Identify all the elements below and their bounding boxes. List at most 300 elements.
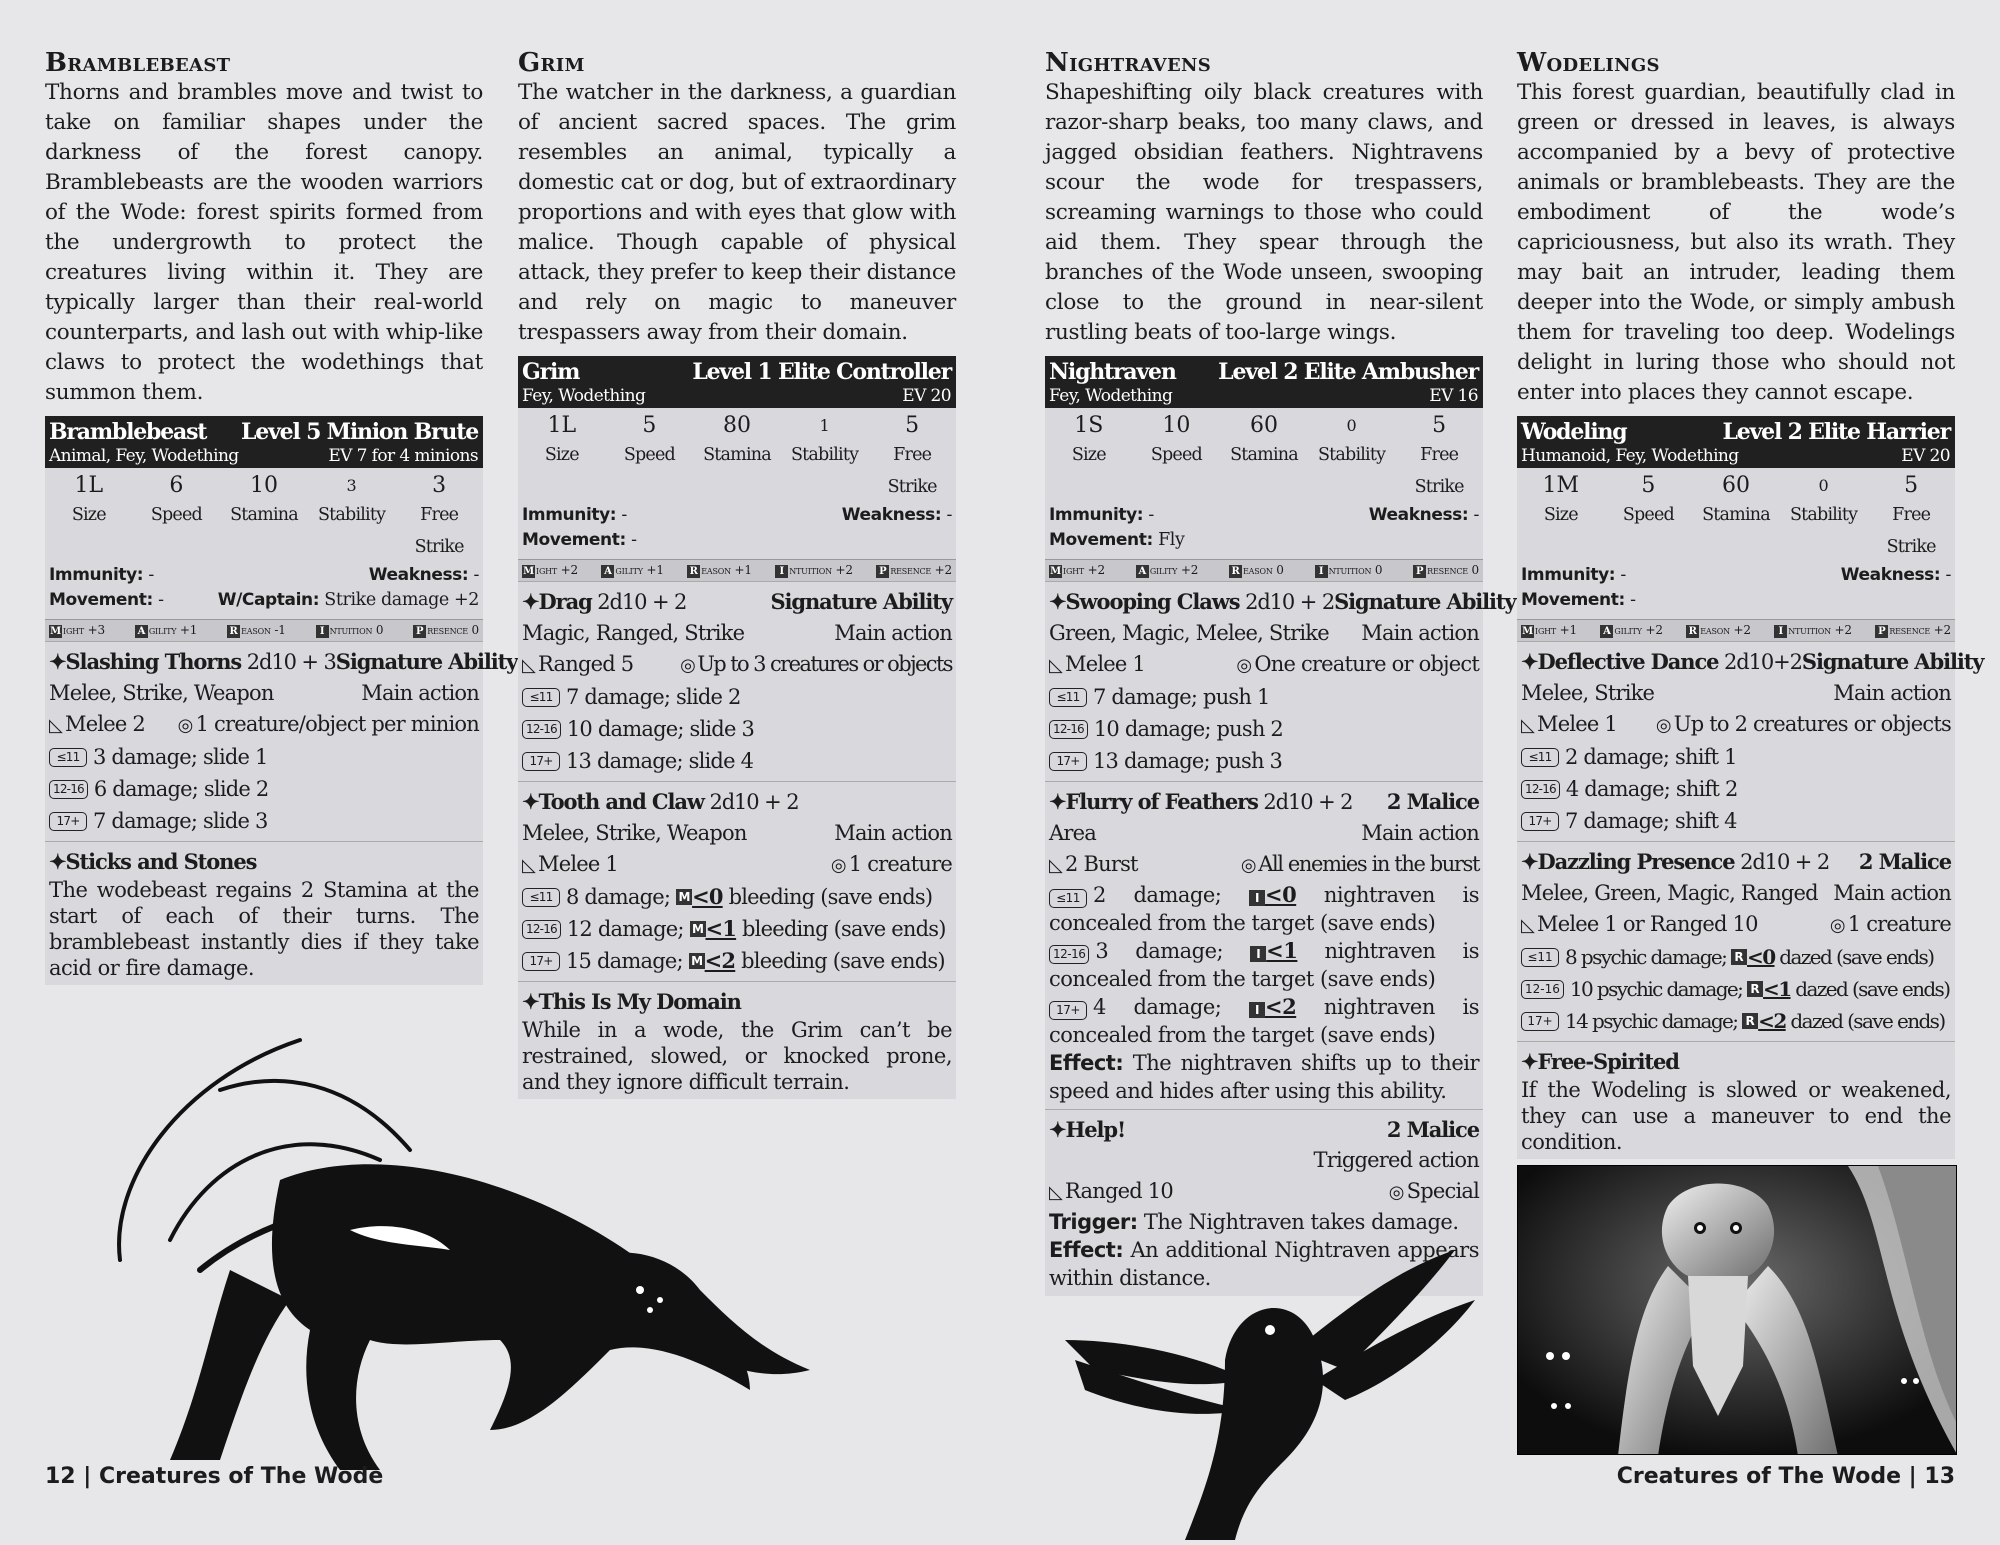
tier-condition: <2 (1758, 1009, 1786, 1033)
stability-label: Stability (790, 445, 859, 465)
stability-value: 0 (1818, 476, 1829, 495)
stability-label: Stability (1789, 505, 1858, 525)
tier-condition: <0 (1264, 882, 1297, 907)
size-label: Size (1543, 505, 1578, 525)
ability-name: ✦Deflective Dance (1521, 649, 1719, 674)
stat-block-header (45, 416, 483, 468)
tier-3-icon: 17+ (1521, 1012, 1559, 1031)
creature-keywords: Humanoid, Fey, Wodething (1521, 446, 1739, 466)
presence-stat (1413, 563, 1479, 578)
movement-row (518, 528, 956, 553)
intuition-icon: I (316, 625, 329, 638)
agility-value: gility +2 (1614, 623, 1663, 637)
ability-deflective-dance (1517, 641, 1984, 841)
intuition-icon: I (775, 565, 788, 578)
ability-distance: Melee 1 or Ranged 10 (1537, 912, 1758, 936)
section-title: Grim (518, 48, 585, 78)
section-intro: Thorns and brambles move and twist to take on familiar shapes under the darkness of the forest canopy. Bramblebeasts are the wooden warriors of the Wode: forest spirits formed from the undergrowth to protect the creatures living within it. They are typically larger than their real-world counterparts, and lash out with whip-like claws to protect the wodethings that summon them. (45, 80, 483, 405)
presence-icon: P (1875, 625, 1888, 638)
ability-action: Main action (1833, 881, 1951, 905)
reason-icon: R (227, 625, 240, 638)
characteristics-row (1045, 559, 1483, 581)
tier-2-icon: 12-16 (522, 720, 561, 739)
immunity-row (45, 563, 483, 588)
tier-effect: dazed (save ends) (1790, 1009, 1945, 1033)
reason-stat (227, 623, 286, 638)
stamina-label: Stamina (1230, 445, 1298, 465)
ability-distance: Ranged 5 (538, 652, 634, 676)
tier-text: 6 damage; slide 2 (93, 777, 269, 801)
section-title: Bramblebeast (45, 48, 231, 78)
reason-stat (1229, 563, 1284, 578)
tier-1-icon: ≤11 (1049, 688, 1087, 707)
tier-2-icon: 12-16 (1521, 780, 1560, 799)
trait-name: ✦Free-Spirited (1521, 1049, 1679, 1074)
tier-text: 7 damage; slide 3 (93, 809, 268, 833)
ability-action: Main action (1833, 681, 1951, 705)
target-icon: ◎ (1240, 855, 1256, 876)
trait-text: While in a wode, the Grim can’t be restrained, slowed, or knocked prone, and they ignore difficult terrain. (522, 1018, 952, 1094)
ability-name: ✦Help! (1049, 1117, 1126, 1142)
characteristics-row (518, 559, 956, 581)
intuition-stat (316, 623, 384, 638)
ability-type: Signature Ability (335, 649, 518, 674)
ability-target: Up to 2 creatures or objects (1673, 712, 1951, 736)
stamina-label: Stamina (230, 505, 298, 525)
stat-block (518, 356, 956, 1099)
ability-roll: 2d10 + 2 (597, 590, 687, 614)
tier-3 (1049, 993, 1479, 1049)
movement-label: Movement: (1049, 530, 1153, 550)
tier-text: 7 damage; push 1 (1093, 685, 1270, 709)
section-title: Nightravens (1045, 48, 1212, 78)
ability-distance: Melee 2 (65, 712, 145, 736)
intuition-icon: I (1250, 946, 1266, 962)
bramblebeast-illustration (50, 1010, 850, 1490)
reason-icon: R (1229, 565, 1242, 578)
tier-2 (522, 913, 952, 945)
speed-value: 6 (169, 473, 184, 498)
distance-icon: ◺ (1521, 915, 1535, 936)
movement-row (1045, 528, 1483, 553)
creature-keywords: Fey, Wodething (1049, 386, 1173, 406)
speed-value: 5 (1641, 473, 1656, 498)
tier-text: 7 damage; slide 2 (566, 685, 741, 709)
weakness-value: - (946, 505, 952, 525)
tier-3-icon: 17+ (1049, 1001, 1087, 1020)
ability-drag (518, 581, 956, 781)
might-stat (1049, 563, 1105, 578)
stat-block-header (518, 356, 956, 408)
tier-text: 12 damage; (566, 917, 684, 941)
immunity-label: Immunity: (49, 565, 144, 585)
size-value: 1L (547, 413, 577, 438)
movement-label: Movement: (522, 530, 626, 550)
might-stat (522, 563, 578, 578)
tier-3 (522, 745, 952, 777)
ability-roll: 2d10 + 3 (246, 650, 336, 674)
presence-stat (413, 623, 479, 638)
weakness-value: - (1473, 505, 1479, 525)
ability-target: One creature or object (1254, 652, 1479, 676)
might-value: ight +2 (536, 563, 578, 577)
ability-action: Triggered action (1313, 1148, 1479, 1172)
weakness-value: - (1945, 565, 1951, 585)
intuition-stat (1774, 623, 1852, 638)
nightraven-illustration (1055, 1240, 1495, 1540)
tier-text: 13 damage; push 3 (1093, 749, 1283, 773)
tier-text: 13 damage; slide 4 (566, 749, 754, 773)
immunity-label: Immunity: (1049, 505, 1144, 525)
movement-label: Movement: (49, 590, 153, 610)
effect-text: An additional Nightraven appears within distance. (1049, 1238, 1479, 1290)
tier-2 (1049, 713, 1479, 745)
tier-text: 8 psychic damage; (1565, 945, 1727, 969)
free-strike-value: 5 (905, 413, 920, 438)
effect-text: The nightraven shifts up to their speed and hides after using this ability. (1049, 1051, 1479, 1103)
target-icon: ◎ (177, 715, 193, 736)
distance-icon: ◺ (49, 715, 63, 736)
ability-roll: 2d10 + 2 (709, 790, 799, 814)
tier-2-icon: 12-16 (49, 780, 88, 799)
target-icon: ◎ (680, 655, 695, 676)
creature-name: Nightraven (1049, 359, 1176, 385)
speed-value: 10 (1162, 413, 1191, 438)
weakness-label: Weakness: (1368, 505, 1469, 525)
stamina-value: 60 (1721, 473, 1750, 498)
ability-keywords: Melee, Strike (1521, 681, 1655, 705)
tier-text: 3 damage; (1095, 939, 1224, 963)
size-value: 1M (1542, 473, 1580, 498)
stat-row (518, 408, 956, 503)
speed-label: Speed (1622, 505, 1674, 525)
distance-icon: ◺ (1049, 855, 1063, 876)
tier-text: 4 damage; shift 2 (1565, 777, 1738, 801)
tier-3-icon: 17+ (1049, 752, 1087, 771)
ability-distance: Melee 1 (538, 852, 618, 876)
speed-label: Speed (623, 445, 675, 465)
tier-1 (522, 881, 952, 913)
size-label: Size (71, 505, 106, 525)
tier-1-icon: ≤11 (522, 888, 560, 907)
agility-stat (601, 563, 663, 578)
movement-label: Movement: (1521, 590, 1625, 610)
presence-icon: P (876, 565, 889, 578)
tier-1 (1049, 681, 1479, 713)
tier-text: 2 damage; shift 1 (1565, 745, 1737, 769)
stat-block (45, 416, 518, 985)
intuition-icon: I (1249, 890, 1265, 906)
ability-roll: 2d10 + 2 (1740, 850, 1830, 874)
free-strike-label: Free Strike (887, 445, 937, 497)
left-page-footer: 12 | Creatures of The Wode (45, 1464, 384, 1489)
stamina-label: Stamina (1702, 505, 1770, 525)
tier-condition: <0 (1747, 945, 1775, 969)
agility-icon: A (135, 625, 148, 638)
agility-icon: A (1136, 565, 1149, 578)
ability-dazzling-presence (1517, 841, 1955, 1041)
intuition-value: ntuition +2 (1788, 623, 1852, 637)
creature-name: Wodeling (1521, 419, 1627, 445)
effect-label: Effect: (1049, 1238, 1124, 1262)
tier-2-icon: 12-16 (522, 920, 561, 939)
tier-text: 2 damage; (1093, 883, 1222, 907)
might-icon: M (1522, 626, 1533, 637)
distance-icon: ◺ (1049, 655, 1063, 676)
target-icon: ◎ (830, 855, 846, 876)
immunity-value: - (1148, 505, 1154, 525)
tier-condition: <1 (1266, 938, 1298, 963)
trait-text: If the Wodeling is slowed or weakened, they can use a maneuver to end the condition. (1521, 1078, 1951, 1154)
ability-distance: Melee 1 (1065, 652, 1145, 676)
ability-roll: 2d10 + 2 (1245, 590, 1335, 614)
reason-value: eason +1 (701, 563, 752, 577)
immunity-row (1517, 563, 1955, 588)
section-intro: Shapeshifting oily black creatures with razor-sharp beaks, too many claws, and jagged obsidian feathers. Nightravens scour the wode for trespassers, screaming warnings to those who could aid them. They spear through the branches of the Wode unseen, swooping close to the ground in near-silent rustling beats of too-large wings. (1045, 80, 1483, 345)
reason-icon: R (1747, 981, 1763, 997)
encounter-value: EV 20 (1901, 446, 1950, 466)
tier-text: 10 damage; push 2 (1093, 717, 1283, 741)
ability-effect (1049, 1049, 1479, 1105)
distance-icon: ◺ (522, 855, 536, 876)
distance-icon: ◺ (1521, 715, 1535, 736)
stability-label: Stability (317, 505, 386, 525)
tier-condition: <2 (704, 948, 736, 973)
free-strike-label: Free Strike (414, 505, 464, 557)
size-label: Size (544, 445, 579, 465)
immunity-value: - (1620, 565, 1626, 585)
intuition-stat (1315, 563, 1383, 578)
effect-label: Effect: (1049, 1051, 1124, 1075)
ability-target: 1 creature/object per minion (195, 712, 479, 736)
stamina-value: 10 (249, 473, 278, 498)
reason-stat (687, 563, 752, 578)
stability-value: 0 (1346, 416, 1357, 435)
reason-stat (1686, 623, 1751, 638)
encounter-value: EV 16 (1429, 386, 1478, 406)
ability-keywords: Area (1049, 821, 1096, 845)
stability-value: 1 (819, 416, 830, 435)
ability-action: Main action (361, 681, 479, 705)
section-intro: The watcher in the darkness, a guardian of ancient sacred spaces. The grim resembles an animal, typically a domestic cat or dog, but of extraordinary proportions and with eyes that glow with malice. Though capable of physical attack, they prefer to keep their distance and rely on magic to maneuver trespassers away from their domain. (518, 80, 956, 345)
tier-effect: nightraven is concealed from the target (save ends) (1049, 939, 1479, 991)
tier-2 (522, 713, 952, 745)
agility-icon: A (601, 565, 614, 578)
target-icon: ◎ (1388, 1182, 1404, 1203)
tier-effect: bleeding (save ends) (742, 917, 946, 941)
immunity-row (518, 503, 956, 528)
ability-name: ✦Flurry of Feathers (1049, 789, 1258, 814)
ability-keywords: Melee, Strike, Weapon (49, 681, 274, 705)
immunity-value: - (621, 505, 627, 525)
might-icon: M (1050, 566, 1061, 577)
ability-action: Main action (1361, 821, 1479, 845)
stat-row (45, 468, 483, 563)
target-icon: ◎ (1236, 655, 1252, 676)
might-icon: M (690, 921, 706, 937)
immunity-label: Immunity: (522, 505, 617, 525)
creature-keywords: Fey, Wodething (522, 386, 646, 406)
ability-target: Up to 3 creatures or objects (697, 652, 952, 676)
ability-name: ✦Dazzling Presence (1521, 849, 1735, 874)
tier-1 (49, 741, 479, 773)
ability-type: Signature Ability (1334, 589, 1516, 614)
characteristics-row (1517, 619, 1955, 641)
tier-1-icon: ≤11 (1049, 889, 1087, 908)
tier-2-icon: 12-16 (1049, 945, 1089, 964)
trait-name: ✦Sticks and Stones (49, 849, 257, 874)
tier-2 (49, 773, 479, 805)
nightravens-column (1045, 48, 1516, 1296)
creature-rank: Level 1 Elite Controller (692, 359, 951, 385)
tier-3 (49, 805, 479, 837)
stability-value: 3 (346, 476, 357, 495)
ability-keywords: Green, Magic, Melee, Strike (1049, 621, 1329, 645)
tier-text: 15 damage; (566, 949, 683, 973)
tier-1 (1521, 941, 1951, 973)
ability-distance: 2 Burst (1065, 852, 1138, 876)
tier-3 (522, 945, 952, 977)
creature-name: Bramblebeast (49, 419, 207, 445)
trigger-text: The Nightraven takes damage. (1143, 1210, 1459, 1234)
ability-trigger (1049, 1208, 1479, 1236)
ability-action: Main action (1361, 621, 1479, 645)
tier-1 (1521, 741, 1951, 773)
tier-condition: <0 (692, 884, 723, 909)
reason-icon: R (687, 565, 700, 578)
tier-3-icon: 17+ (522, 752, 560, 771)
ability-type: Signature Ability (1801, 649, 1984, 674)
tier-1-icon: ≤11 (1521, 748, 1559, 767)
movement-value: - (158, 590, 164, 610)
free-strike-label: Free Strike (1414, 445, 1464, 497)
distance-icon: ◺ (522, 655, 536, 676)
presence-icon: P (1413, 565, 1426, 578)
might-icon: M (523, 566, 534, 577)
stat-block-header (1045, 356, 1483, 408)
ability-flurry-of-feathers (1045, 781, 1483, 1109)
captain-value: Strike damage +2 (324, 590, 479, 610)
tier-effect: dazed (save ends) (1795, 977, 1950, 1001)
right-page-footer: Creatures of The Wode | 13 (1616, 1464, 1955, 1489)
tier-3-icon: 17+ (1521, 812, 1559, 831)
tier-2 (1049, 937, 1479, 993)
tier-effect: bleeding (save ends) (728, 885, 933, 909)
agility-stat (1600, 623, 1662, 638)
intuition-value: ntuition +2 (789, 563, 853, 577)
tier-2 (1521, 773, 1951, 805)
might-icon: M (676, 889, 692, 905)
tier-text: 4 damage; (1093, 995, 1222, 1019)
target-icon: ◎ (1655, 715, 1671, 736)
trait-sticks-and-stones (45, 841, 483, 985)
weakness-value: - (473, 565, 479, 585)
tier-text: 10 damage; slide 3 (566, 717, 755, 741)
intuition-icon: I (1774, 625, 1787, 638)
tier-1 (522, 681, 952, 713)
ability-type: 2 Malice (1858, 849, 1951, 874)
trait-text: The wodebeast regains 2 Stamina at the start of each of their turns. The bramblebeast instantly dies if they take acid or fire damage. (49, 878, 479, 980)
tier-text: 3 damage; slide 1 (93, 745, 268, 769)
creature-rank: Level 5 Minion Brute (241, 419, 478, 445)
trait-name: ✦This Is My Domain (522, 989, 741, 1014)
agility-stat (1136, 563, 1198, 578)
stat-row (1517, 468, 1955, 563)
stamina-value: 60 (1249, 413, 1278, 438)
tier-3 (1521, 805, 1951, 837)
weakness-label: Weakness: (1840, 565, 1941, 585)
presence-value: resence 0 (427, 623, 479, 637)
reason-value: eason +2 (1700, 623, 1751, 637)
tier-2-icon: 12-16 (1521, 980, 1564, 999)
ability-swooping-claws (1045, 581, 1516, 781)
immunity-row (1045, 503, 1483, 528)
ability-name: ✦Swooping Claws (1049, 589, 1240, 614)
stamina-label: Stamina (703, 445, 771, 465)
intuition-stat (775, 563, 853, 578)
ability-target: Special (1406, 1179, 1479, 1203)
ability-target: All enemies in the burst (1258, 852, 1479, 876)
tier-1-icon: ≤11 (1521, 948, 1559, 967)
tier-condition: <1 (1763, 977, 1791, 1001)
ability-tooth-and-claw (518, 781, 956, 981)
tier-condition: <2 (1264, 994, 1297, 1019)
reason-value: eason -1 (241, 623, 286, 637)
ability-slashing-thorns (45, 641, 518, 841)
ability-keywords: Melee, Green, Magic, Ranged (1521, 881, 1818, 905)
movement-value: - (1630, 590, 1636, 610)
captain-label: W/Captain: (217, 590, 320, 610)
creature-rank: Level 2 Elite Ambusher (1218, 359, 1478, 385)
intuition-value: ntuition 0 (1328, 563, 1383, 577)
free-strike-value: 5 (1904, 473, 1919, 498)
agility-value: gility +1 (615, 563, 664, 577)
free-strike-value: 5 (1432, 413, 1447, 438)
tier-3-icon: 17+ (522, 952, 560, 971)
encounter-value: EV 20 (902, 386, 951, 406)
ability-type: 2 Malice (1386, 1117, 1479, 1142)
reason-value: eason 0 (1243, 563, 1284, 577)
tier-text: 8 damage; (566, 885, 671, 909)
tier-effect: nightraven is concealed from the target (save ends) (1049, 883, 1479, 935)
stat-block (1045, 356, 1516, 1296)
target-icon: ◎ (1829, 915, 1845, 936)
tier-1-icon: ≤11 (522, 688, 560, 707)
ability-distance: Ranged 10 (1065, 1179, 1173, 1203)
might-icon: M (50, 626, 61, 637)
immunity-value: - (148, 565, 154, 585)
trait-free-spirited (1517, 1041, 1955, 1159)
characteristics-row (45, 619, 483, 641)
free-strike-value: 3 (432, 473, 447, 498)
presence-value: resence 0 (1427, 563, 1479, 577)
tier-3 (1049, 745, 1479, 777)
ability-roll: 2d10+2 (1724, 650, 1802, 674)
section-intro: This forest guardian, beautifully clad in green or dressed in leaves, is always accompanied by a bevy of protective animals or bramblebeasts. They are the embodiment of the wode’s capriciousness, but also its wrath. They may bait an intruder, leading them deeper into the Wode, or simply ambush them for traveling too deep. Wodelings delight in luring those who should not enter into places they cannot escape. (1517, 80, 1955, 405)
tier-effect: bleeding (save ends) (741, 949, 945, 973)
free-strike-label: Free Strike (1886, 505, 1936, 557)
might-icon: M (689, 953, 705, 969)
grim-column (518, 48, 956, 1099)
ability-action: Main action (834, 621, 952, 645)
tier-2 (1521, 973, 1951, 1005)
agility-stat (135, 623, 197, 638)
stat-row (1045, 408, 1483, 503)
section-title: Wodelings (1517, 48, 1660, 78)
presence-value: resence +2 (890, 563, 952, 577)
stability-label: Stability (1317, 445, 1386, 465)
immunity-label: Immunity: (1521, 565, 1616, 585)
